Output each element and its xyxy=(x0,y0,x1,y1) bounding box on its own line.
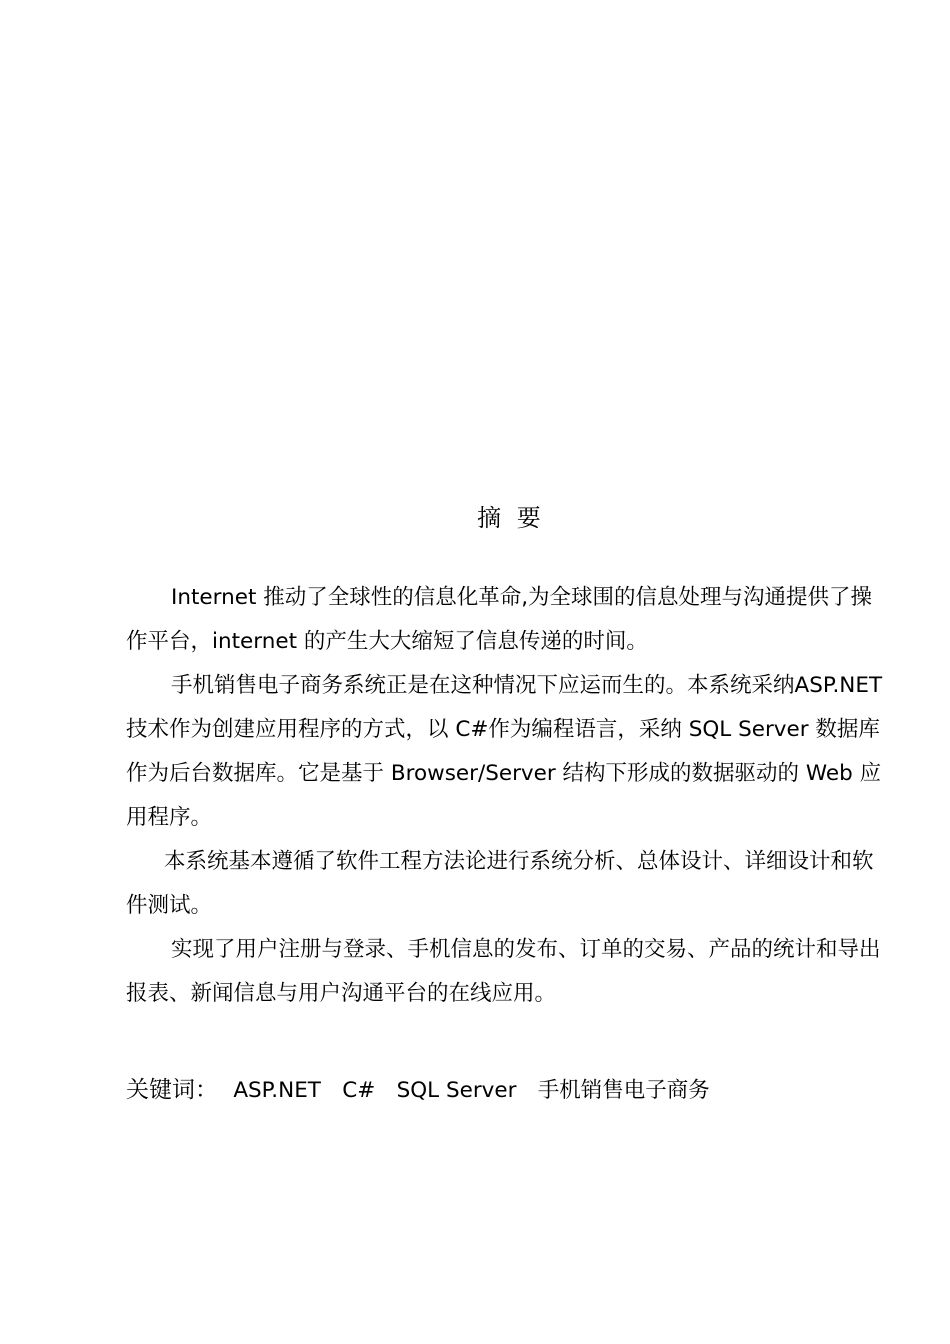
keyword-item: 手机销售电子商务 xyxy=(537,1078,710,1103)
keyword-item: SQL Server xyxy=(396,1078,517,1103)
keywords-label: 关键词： xyxy=(126,1077,218,1103)
abstract-paragraph-1: Internet 推动了全球性的信息化革命,为全球围的信息处理与沟通提供了操作平台，internet 的产生大大缩短了信息传递的时间。 xyxy=(126,585,873,654)
abstract-paragraph-2: 手机销售电子商务系统正是在这种情况下应运而生的。本系统采纳ASP.NET 技术作为创建应用程序的方式，以 C#作为编程语言，采纳 SQL Server 数据库作为后台数据库。它是基于 Browser/Server 结构下形成的数据驱动的 Web 应用程序。 xyxy=(126,673,889,830)
abstract-title: 摘 要 xyxy=(477,504,545,532)
keyword-item: ASP.NET xyxy=(233,1078,321,1103)
abstract-paragraph-3: 本系统基本遵循了软件工程方法论进行系统分析、总体设计、详细设计和软件测试。 xyxy=(126,849,874,918)
keywords-line xyxy=(126,1070,724,1111)
abstract-paragraph-4: 实现了用户注册与登录、手机信息的发布、订单的交易、产品的统计和导出报表、新闻信息与用户沟通平台的在线应用。 xyxy=(126,937,881,1006)
keyword-item: C# xyxy=(342,1078,376,1103)
abstract-body xyxy=(126,576,888,1016)
